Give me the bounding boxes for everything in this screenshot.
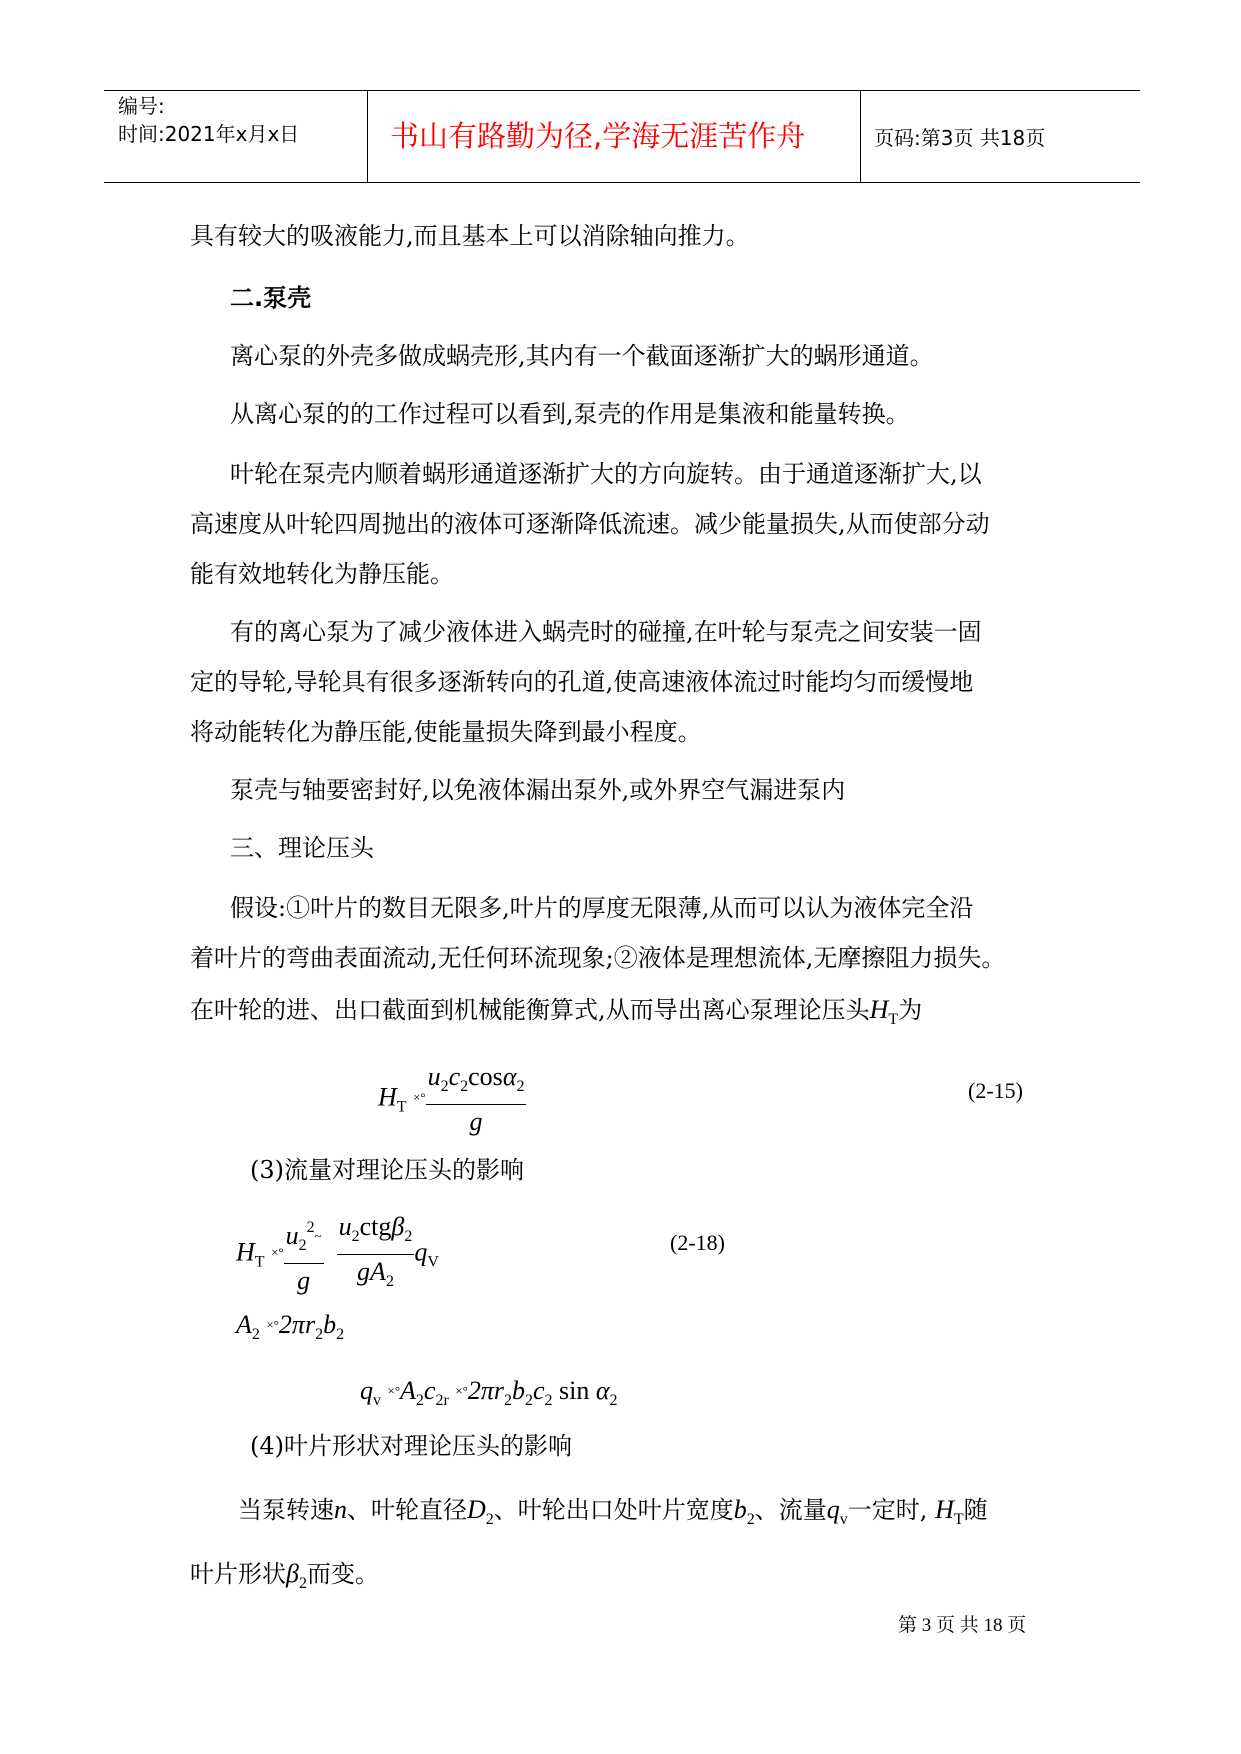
symbol-beta2: $\beta_2$: [286, 1559, 307, 1592]
equation-2-18-number: (2-18): [670, 1230, 725, 1255]
equation-2-15-number: (2-15): [968, 1078, 1023, 1103]
equation-2-18: $H_T$ ×° $\frac{u_2^2\sim}{g}$ $\frac{u_2ctg\beta_2}{gA_2}$ $q_V$: [236, 1210, 439, 1299]
header-time-label: 时间:2021年x月x日: [118, 122, 300, 146]
header-divider-right: [860, 90, 861, 182]
symbol-qv: $q_v$: [826, 1495, 848, 1528]
equation-flow-qv: $q_v \times^\circ A_2c_{2r} \times^\circ 2\pi r_2b_2c_2$ $\sin \alpha_2$: [360, 1376, 618, 1409]
paragraph-7-line-1: 假设:①叶片的数目无限多,叶片的厚度无限薄,从而可以认为液体完全沿: [230, 894, 974, 922]
paragraph-8-part-e: 一定时,: [847, 1496, 928, 1524]
header-motto: 书山有路勤为径,学海无涯苦作舟: [390, 119, 806, 153]
paragraph-9-part-a: 叶片形状: [190, 1560, 286, 1588]
paragraph-7-line-3-end: 为: [898, 996, 923, 1024]
paragraph-6: 泵壳与轴要密封好,以免液体漏出泵外,或外界空气漏进泵内: [230, 776, 846, 804]
section-title-theoretical-head: 三、理论压头: [230, 834, 374, 862]
equation-area-a2: $A_2 \times^\circ 2\pi r_2b_2$: [236, 1310, 345, 1343]
paragraph-4-line-1: 叶轮在泵壳内顺着蜗形通道逐渐扩大的方向旋转。由于通道逐渐扩大,以: [230, 460, 982, 488]
symbol-b2: $b_2$: [733, 1495, 755, 1528]
paragraph-8-part-f: 随: [963, 1496, 988, 1524]
header-bottom-rule: [104, 182, 1140, 183]
equation-2-18-fraction-2: $\frac{u_2ctg\beta_2}{gA_2}$: [338, 1212, 413, 1290]
paragraph-2: 离心泵的外壳多做成蜗壳形,其内有一个截面逐渐扩大的蜗形通道。: [230, 342, 934, 370]
equation-2-15-fraction: $\frac{u_2c_2\cos\alpha_2}{g}$: [427, 1062, 525, 1136]
paragraph-1: 具有较大的吸液能力,而且基本上可以消除轴向推力。: [190, 222, 750, 250]
paragraph-7-line-3-text: 在叶轮的进、出口截面到机械能衡算式,从而导出离心泵理论压头: [190, 996, 870, 1024]
paragraph-5-line-2: 定的导轮,导轮具有很多逐渐转向的孔道,使高速液体流过时能均匀而缓慢地: [190, 668, 974, 696]
header-top-rule: [104, 90, 1140, 91]
paragraph-5-line-3: 将动能转化为静压能,使能量损失降到最小程度。: [190, 718, 702, 746]
paragraph-8-part-b: 、叶轮直径: [347, 1496, 467, 1524]
header-number-label: 编号:: [118, 94, 165, 118]
symbol-ht: $H_T$: [935, 1495, 964, 1528]
paragraph-8-part-c: 、叶轮出口处叶片宽度: [493, 1496, 734, 1524]
paragraph-8-part-d: 、流量: [754, 1496, 827, 1524]
symbol-n: n: [334, 1495, 347, 1524]
equation-2-15: $H_T$ ×° $\frac{u_2c_2\cos\alpha_2}{g}$: [378, 1060, 526, 1139]
paragraph-4-line-2: 高速度从叶轮四周抛出的液体可逐渐降低流速。减少能量损失,从而使部分动: [190, 510, 990, 538]
symbol-d2: $D_2$: [467, 1495, 494, 1528]
paragraph-9: [190, 1550, 379, 1608]
paragraph-7-line-2: 着叶片的弯曲表面流动,无任何环流现象;②液体是理想流体,无摩擦阻力损失。: [190, 944, 1006, 972]
footer-page-number: 第 3 页 共 18 页: [898, 1615, 1027, 1636]
header-divider-left: [367, 90, 368, 182]
header-page-info: 页码:第3页 共18页: [874, 126, 1046, 150]
paragraph-3: 从离心泵的的工作过程可以看到,泵壳的作用是集液和能量转换。: [230, 400, 910, 428]
paragraph-5-line-1: 有的离心泵为了减少液体进入蜗壳时的碰撞,在叶轮与泵壳之间安装一固: [230, 618, 982, 646]
subsection-3-title: (3)流量对理论压头的影响: [250, 1156, 524, 1184]
paragraph-4-line-3: 能有效地转化为静压能。: [190, 560, 454, 588]
section-title-pump-casing: 二.泵壳: [230, 284, 312, 312]
paragraph-8: [238, 1486, 988, 1544]
paragraph-8-part-a: 当泵转速: [238, 1496, 334, 1524]
paragraph-9-part-b: 而变。: [306, 1560, 379, 1588]
subsection-4-title: (4)叶片形状对理论压头的影响: [250, 1432, 572, 1460]
symbol-ht-inline: $H_T$: [869, 995, 899, 1028]
equation-2-18-fraction-1: $\frac{u_2^2\sim}{g}$: [284, 1211, 324, 1298]
paragraph-7-line-3: [190, 986, 922, 1044]
